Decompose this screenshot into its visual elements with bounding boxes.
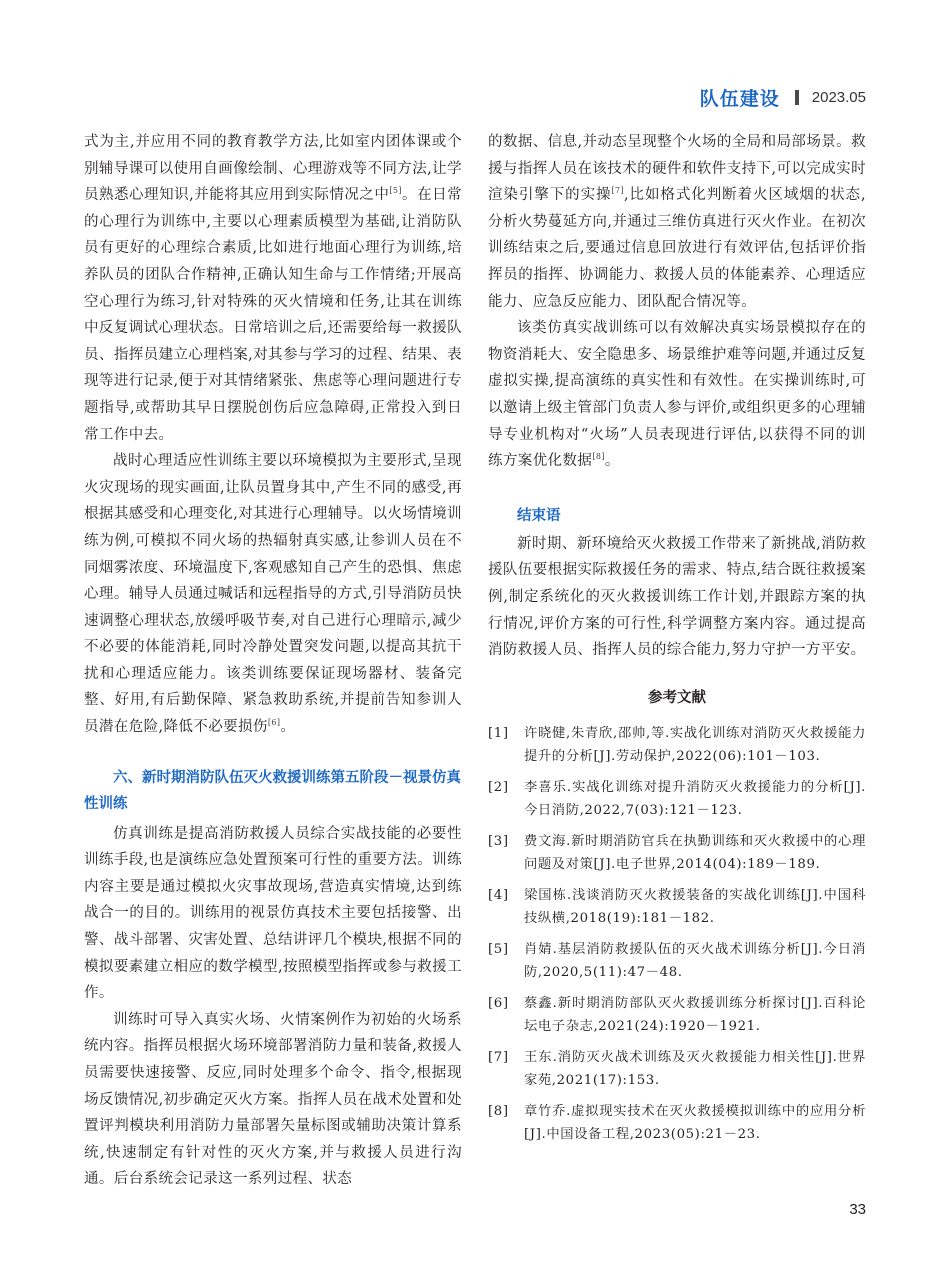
paragraph: 的数据、信息,并动态呈现整个火场的全局和局部场景。救援与指挥人员在该技术的硬件和软件支持下,可以完成实时渲染引擎下的实操[7],比如格式化判断着火区域烟的状态,分析火势蔓延方向,并通过三维仿真进行灭火作业。在初次训练结束之后,要通过信息回放进行有效评估,包括评价指挥员的指挥、协调能力、救援人员的体能素养、心理适应能力、应急反应能力、团队配合情况等。 xyxy=(488,134,866,310)
reference-item xyxy=(488,1046,866,1092)
reference-list xyxy=(488,722,866,1146)
section-title: 队伍建设 xyxy=(699,88,780,110)
reference-text: 李喜乐.实战化训练对提升消防灭火救援能力的分析[J].今日消防,2022,7(03):121－123. xyxy=(524,779,866,818)
reference-text: 王东.消防灭火战术训练及灭火救援能力相关性[J].世界家苑,2021(17):153. xyxy=(524,1049,866,1088)
reference-number: [6] xyxy=(488,995,509,1011)
running-header xyxy=(700,84,866,111)
citation[interactable]: [5] xyxy=(389,186,402,196)
reference-number: [4] xyxy=(488,887,509,903)
reference-item xyxy=(488,722,866,768)
reference-text: 章竹乔.虚拟现实技术在灭火救援模拟训练中的应用分析[J].中国设备工程,2023(05):21－23. xyxy=(524,1103,866,1142)
right-column xyxy=(488,129,866,1154)
paragraph: 新时期、新环境给灭火救援工作带来了新挑战,消防救援队伍要根据实际救援任务的需求、特点,结合既往救援案例,制定系统化的灭火救援训练工作计划,并跟踪方案的执行情况,评价方案的可行性,科学调整方案内容。通过提高消防救援人员、指挥人员的综合能力,努力守护一方平安。 xyxy=(488,535,866,659)
header-divider xyxy=(795,90,799,105)
section-heading: 六、新时期消防队伍灭火救援训练第五阶段－视景仿真性训练 xyxy=(84,769,461,812)
paragraph: 战时心理适应性训练主要以环境模拟为主要形式,呈现火灾现场的现实画面,让队员置身其中,产生不同的感受,再根据其感受和心理变化,对其进行心理辅导。以火场情境训练为例,可模拟不同火场的热辐射真实感,让参训人员在不同烟雾浓度、环境温度下,客观感知自己产生的恐惧、焦虑心理。辅导人员通过喊话和远程指导的方式,引导消防员快速调整心理状态,放缓呼吸节奏,对自己进行心理暗示,减少不必要的体能消耗,同时冷静处置突发问题,以提高其抗干扰和心理适应能力。该类训练要保证现场器材、装备完整、好用,有后勤保障、紧急救助系统,并提前告知参训人员潜在危险,降低不必要损伤[6]。 xyxy=(84,453,462,736)
left-column xyxy=(84,129,462,1193)
reference-number: [2] xyxy=(488,779,509,795)
citation[interactable]: [6] xyxy=(267,718,281,728)
reference-item xyxy=(488,884,866,930)
section-heading: 结束语 xyxy=(517,507,561,524)
reference-number: [8] xyxy=(488,1103,509,1119)
reference-item xyxy=(488,938,866,984)
citation[interactable]: [7] xyxy=(611,186,624,196)
paragraph: 式为主,并应用不同的教育教学方法,比如室内团体课或个别辅导课可以使用自画像绘制、心理游戏等不同方法,让学员熟悉心理知识,并能将其应用到实际情况之中[5]。在日常的心理行为训练中,主要以心理素质模型为基础,让消防队员有更好的心理综合素质,比如进行地面心理行为训练,培养队员的团队合作精神,正确认知生命与工作情绪;开展高空心理行为练习,针对特殊的灭火情境和任务,让其在训练中反复调试心理状态。日常培训之后,还需要给每一救援队员、指挥员建立心理档案,对其参与学习的过程、结果、表现等进行记录,便于对其情绪紧张、焦虑等心理问题进行专题指导,或帮助其早日摆脱创伤后应急障碍,正常投入到日常工作中去。 xyxy=(84,134,462,443)
issue-date: 2023.05 xyxy=(811,89,866,106)
reference-number: [7] xyxy=(488,1049,509,1065)
reference-number: [3] xyxy=(488,833,509,849)
reference-item xyxy=(488,830,866,876)
reference-item xyxy=(488,776,866,822)
paragraph: 该类仿真实战训练可以有效解决真实场景模拟存在的物资消耗大、安全隐患多、场景维护难等问题,并通过反复虚拟实操,提高演练的真实性和有效性。在实操训练时,可以邀请上级主管部门负责人参与评价,或组织更多的心理辅导专业机构对“火场”人员表现进行评估,以获得不同的训练方案优化数据[8]。 xyxy=(488,320,866,470)
reference-text: 蔡鑫.新时期消防部队灭火救援训练分析探讨[J].百科论坛电子杂志,2021(24):1920－1921. xyxy=(524,995,866,1034)
page-number: 33 xyxy=(849,1201,866,1218)
reference-text: 许晓健,朱青欣,邵帅,等.实战化训练对消防灭火救援能力提升的分析[J].劳动保护,2022(06):101－103. xyxy=(524,725,866,764)
reference-item xyxy=(488,992,866,1038)
citation[interactable]: [8] xyxy=(592,452,605,462)
reference-text: 费文海.新时期消防官兵在执勤训练和灭火救援中的心理问题及对策[J].电子世界,2014(04):189－189. xyxy=(524,833,866,872)
references-title: 参考文献 xyxy=(648,689,706,706)
paragraph: 仿真训练是提高消防救援人员综合实战技能的必要性训练手段,也是演练应急处置预案可行性的重要方法。训练内容主要是通过模拟火灾事故现场,营造真实情境,达到练战合一的目的。训练用的视景仿真技术主要包括接警、出警、战斗部署、灾害处置、总结讲评几个模块,根据不同的模拟要素建立相应的数学模型,按照模型指挥或参与救援工作。 xyxy=(84,825,462,1002)
reference-number: [5] xyxy=(488,941,509,957)
reference-number: [1] xyxy=(488,725,509,741)
paragraph: 训练时可导入真实火场、火情案例作为初始的火场系统内容。指挥员根据火场环境部署消防力量和装备,救援人员需要快速接警、反应,同时处理多个命令、指令,根据现场反馈情况,初步确定灭火方案。指挥人员在战术处置和处置评判模块利用消防力量部署矢量标图或辅助决策计算系统,快速制定有针对性的灭火方案,并与救援人员进行沟通。后台系统会记录这一系列过程、状态 xyxy=(84,1011,462,1188)
reference-item xyxy=(488,1100,866,1146)
reference-text: 梁国栋.浅谈消防灭火救援装备的实战化训练[J].中国科技纵横,2018(19):181－182. xyxy=(524,887,866,926)
reference-text: 肖婧.基层消防救援队伍的灭火战术训练分析[J].今日消防,2020,5(11):47－48. xyxy=(524,941,866,980)
